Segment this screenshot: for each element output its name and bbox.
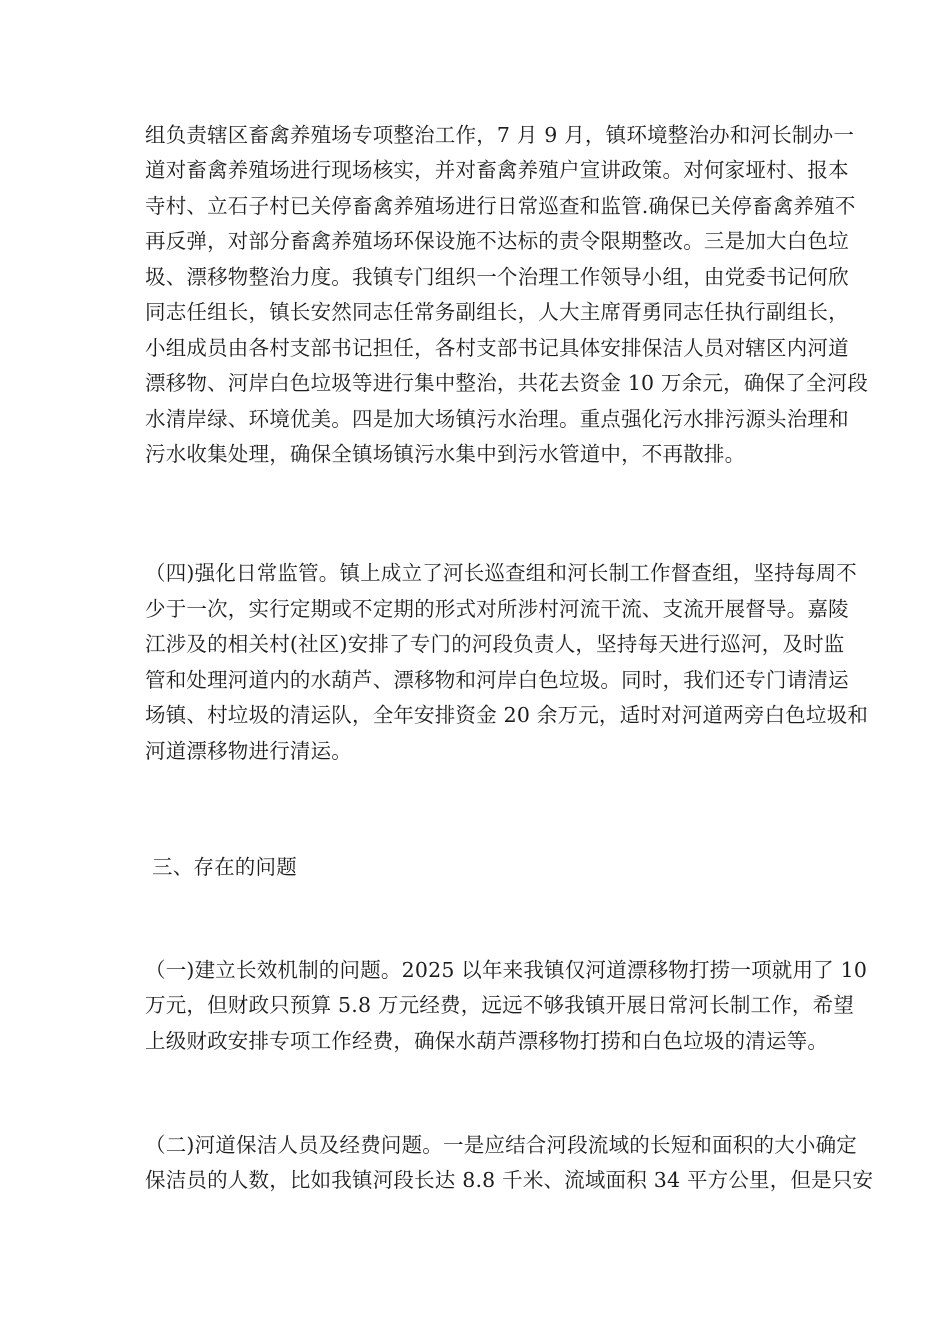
paragraph-1-line-8: 漂移物、河岸白色垃圾等进行集中整治，共花去资金 10 万余元，确保了全河段	[145, 371, 869, 395]
paragraph-4-line-1: （二)河道保洁人员及经费问题。一是应结合河段流域的长短和面积的大小确定	[145, 1133, 857, 1157]
paragraph-1-line-3: 寺村、立石子村已关停畜禽养殖场进行日常巡查和监管.确保已关停畜禽养殖不	[145, 194, 856, 218]
paragraph-1-line-5: 圾、漂移物整治力度。我镇专门组织一个治理工作领导小组，由党委书记何欣	[145, 265, 849, 289]
paragraph-2-line-3: 江涉及的相关村(社区)安排了专门的河段负责人，坚持每天进行巡河，及时监	[145, 632, 845, 656]
paragraph-2-line-4: 管和处理河道内的水葫芦、漂移物和河岸白色垃圾。同时，我们还专门请清运	[145, 668, 849, 692]
paragraph-1-line-9: 水清岸绿、环境优美。四是加大场镇污水治理。重点强化污水排污源头治理和	[145, 407, 849, 431]
paragraph-4-line-2: 保洁员的人数，比如我镇河段长达 8.8 千米、流域面积 34 平方公里，但是只安	[145, 1168, 874, 1192]
paragraph-1-line-7: 小组成员由各村支部书记担任，各村支部书记具体安排保洁人员对辖区内河道	[145, 336, 849, 360]
paragraph-1-line-10: 污水收集处理，确保全镇场镇污水集中到污水管道中，不再散排。	[145, 442, 746, 466]
paragraph-3-line-2: 万元，但财政只预算 5.8 万元经费，远远不够我镇开展日常河长制工作，希望	[145, 993, 855, 1017]
paragraph-1-line-6: 同志任组长，镇长安然同志任常务副组长，人大主席胥勇同志任执行副组长，	[145, 300, 849, 324]
paragraph-1-line-2: 道对畜禽养殖场进行现场核实，并对畜禽养殖户宣讲政策。对何家垭村、报本	[145, 158, 849, 182]
paragraph-2-line-2: 少于一次，实行定期或不定期的形式对所涉村河流干流、支流开展督导。嘉陵	[145, 597, 849, 621]
paragraph-3-line-3: 上级财政安排专项工作经费，确保水葫芦漂移物打捞和白色垃圾的清运等。	[145, 1029, 829, 1053]
paragraph-2-line-6: 河道漂移物进行清运。	[145, 739, 352, 763]
paragraph-2-line-1: （四)强化日常监管。镇上成立了河长巡查组和河长制工作督查组，坚持每周不	[145, 561, 857, 585]
paragraph-3-line-1: （一)建立长效机制的问题。2025 以年来我镇仅河道漂移物打捞一项就用了 10	[145, 958, 868, 982]
paragraph-1-line-1: 组负责辖区畜禽养殖场专项整治工作，7 月 9 月，镇环境整治办和河长制办一	[145, 123, 855, 147]
paragraph-2-line-5: 场镇、村垃圾的清运队，全年安排资金 20 余万元，适时对河道两旁白色垃圾和	[145, 703, 869, 727]
paragraph-1-line-4: 再反弹，对部分畜禽养殖场环保设施不达标的责令限期整改。三是加大白色垃	[145, 229, 849, 253]
section-heading: 三、存在的问题	[152, 855, 297, 879]
